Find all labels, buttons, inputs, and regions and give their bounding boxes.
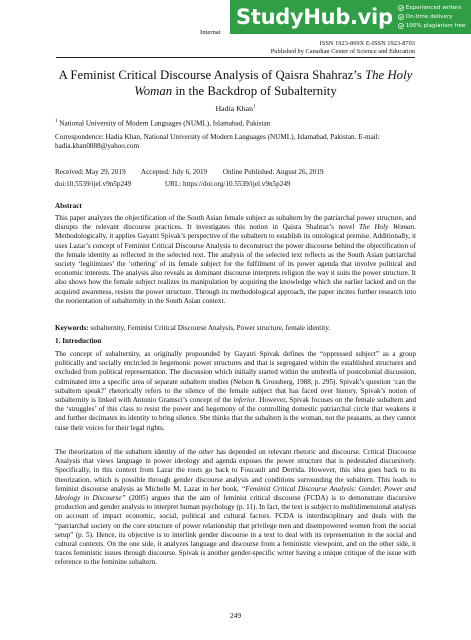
check-circle-icon <box>398 5 404 11</box>
doi-url-link[interactable]: URL: https://doi.org/10.5539/ijel.v9n5p249 <box>164 180 291 188</box>
feature-label: Experienced writers <box>405 4 462 11</box>
feature-item <box>398 13 466 22</box>
publisher-line: Published by Canadian Center of Science and Education <box>270 48 415 55</box>
check-circle-icon <box>398 14 404 20</box>
published-date: Online Published: August 26, 2019 <box>222 168 324 176</box>
section-heading-introduction: 1. Introduction <box>55 337 102 345</box>
keywords-text: subalternity, Feminist Critical Discourse Analysis, Power structure, female identity. <box>88 324 331 332</box>
doi-line <box>55 180 416 189</box>
header-rule <box>56 57 415 58</box>
feature-label: 100% plagiarism free <box>405 22 466 29</box>
abstract-heading: Abstract <box>55 202 82 210</box>
affiliation: $^1$ National University of Modern Languages (NUML), Islamabad, Pakistan <box>55 119 271 128</box>
studyhub-watermark-banner[interactable] <box>230 0 471 34</box>
check-circle-icon <box>398 23 404 29</box>
received-date: Received: May 29, 2019 <box>55 168 126 176</box>
accepted-date: Accepted: July 6, 2019 <box>140 168 208 176</box>
correspondence: Correspondence: Hadia Khan, National University of Modern Languages (NUML), Islamabad, Pakistan. E-mail: hadia.khan0888@yahoo.com <box>55 133 380 151</box>
doi[interactable]: doi:10.5539/ijel.v9n5p249 <box>55 180 132 188</box>
author-name: Hadia Khan <box>215 104 253 113</box>
issn-line: ISSN 1923-869X E-ISSN 1923-8703 <box>319 40 415 47</box>
page-number: 249 <box>229 611 242 620</box>
feature-list <box>398 4 466 31</box>
journal-name: Internat <box>200 29 221 36</box>
feature-item <box>398 22 466 31</box>
intro-paragraph-1: The concept of subalternity, as originally propounded by Gayatri Spivak defines the “oppressed subject” as a group politically and socially encircled in hegemonic power structures and that is segregated within the established structures and excluded from political representation. The discussion which initially started within the umbrella of postcolonial discussion, culminated into a specific area of separate subaltern studies (Nelson & Grossberg, 1988, p. 295). Spivak’s question ‘can the subaltern speak?’ rhetorically refers to the silence of the female subject that has faced over history. Spivak’s notion of subalternity is linked with Antonio Gramsci’s concept of the inferior. However, Spivak focuses on the female subaltern and the ‘struggles’ of this class to resist the power and hegemony of the controlling domestic patriarchal circle that weakens it and further decimates its identity to bring silence. She thinks that the subaltern is the woman, not the peasants, as they cannot raise their voices for their legal rights. <box>55 350 416 432</box>
keywords <box>55 324 416 333</box>
studyhub-logo[interactable]: StudyHub.vip <box>236 5 393 29</box>
paper-title: A Feminist Critical Discourse Analysis of Qaisra Shahraz’s The Holy Woman in the Backdrop of Subalternity <box>58 68 413 98</box>
abstract-body: This paper analyzes the objectification of the South Asian female subject as subaltern by the patriarchal power structure, and disrupts the relevant discourse practices. It investigates this notion in Qaisra Shahraz’s novel The Holy Woman. Methodologically, it applies Gayatri Spivak’s perspective of the subaltern to establish its ontological premise. Additionally, it uses Lazar’s concept of Feminist Critical Discourse Analysis to deconstruct the power discourse behind the objectification of the female identity as reflected in the selected text. The analysis of the selected text reflects as the South Asian patriarchal society ‘legitimizes’ the ‘othering’ of its female subject for the fulfilment of its power agenda that involve political and economic interests. The analysis also reveals as dominant discourse interprets religion the way it suits the power structure. It also shows how the female subject realizes its manipulation by acquiring the knowledge which she earlier lacked and on the acquired awareness, resists the power structure. Through its methodological approach, the paper incites further research into the reorientation of subalternity in the South Asian context. <box>55 214 416 305</box>
feature-label: On-time delivery <box>405 13 453 20</box>
intro-paragraph-2: The theorization of the subaltern identity of the other has depended on relevant rhetoric and discourse. Critical Discourse Analysis that views language in power ideology and agenda exposes the power structure that is pedestaled discursively. Specifically, in this context from Lazar the roots go back to Foucault and Derrida. However, this idea goes back to its theorization, which is possible through gender discourse analysis and conditions surrounding the subaltern. This leads to feminist discourse analysis as Michelle M. Lazar in her book, “Feminist Critical Discourse Analysis: Gender, Power and Ideology in Discourse” (2005) argues that the aim of feminist critical discourse (FCDA) is to demonstrate discursive production and gender analysis to interpret human psychology (p. 11). In fact, the text is subject to multidimensional analysis on account of impact economic, social, political and cultural factors. FCDA is interdisciplinary and deals with the “patriarchal society on the core structure of power relationship that privilege men and disempowered women from the social setup” (p. 5). Hence, its objective is to interlink gender discourse in a text to deal with its representation in the social and cultural contexts. On the one side, it analyzes language and discourse from a feministic viewpoint, and on the other side, it traces feministic issues through discourse. Spivak is another gender-specific writer having a unique critique of the issue with reference to the feminine subaltern. <box>55 448 416 567</box>
author-line <box>0 104 471 113</box>
keywords-label: Keywords: <box>55 324 89 332</box>
dates-line <box>55 168 416 177</box>
feature-item <box>398 4 466 13</box>
author-affiliation-marker: 1 <box>252 104 256 110</box>
